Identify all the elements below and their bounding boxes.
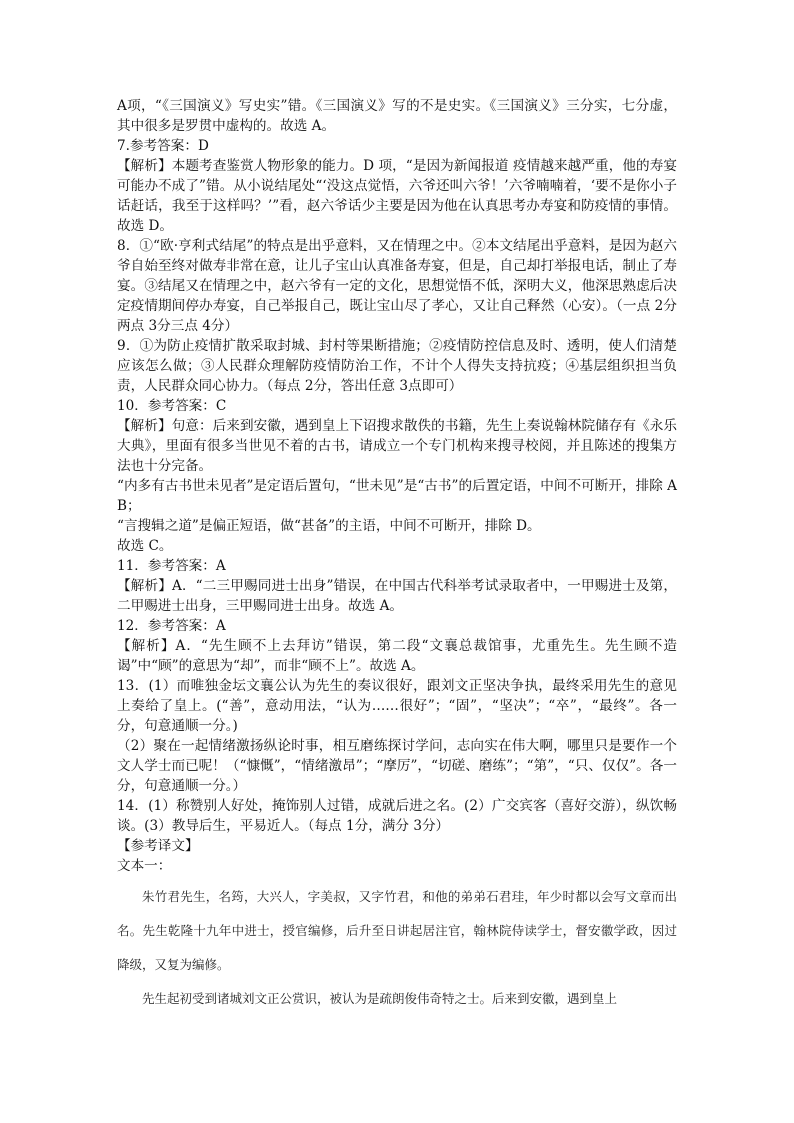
answer-key-7: 7.参考答案：D [117, 138, 209, 154]
translation-block [117, 880, 677, 1016]
answer-13-2: （2）聚在一起情绪激扬纵论时事，相互磨练探讨学问，志向实在伟大啊，哪里只是要作一个文人学士而已呢！（“慷慨”，“情绪激昂”；“摩厉”，“切磋、磨练”；“第”，“只、仅仅”。各一分，句意通顺一分。） [117, 738, 677, 794]
analysis-11: 【解析】A．“二三甲赐同进士出身”错误，在中国古代科举考试录取者中，一甲赐进士及第，二甲赐进士出身，三甲赐同进士出身。故选 A。 [117, 578, 677, 614]
translation-paragraph-1: 朱竹君先生，名筠，大兴人，字美叔，又字竹君，和他的弟弟石君珪，年少时都以会写文章而出名。先生乾隆十九年中进士，授官编修，后升至日讲起居注官，翰林院侍读学士，督安徽学政，因过降级，又复为编修。 [117, 889, 677, 972]
reference-translation-heading: 【参考译文】 [117, 838, 199, 854]
answer-document [117, 96, 677, 1016]
text-one-label: 文本一： [117, 858, 172, 874]
analysis-10-note-1: “内多有古书世未见者”是定语后置句，“世未见”是“古书”的后置定语，中间不可断开，排除 AB； [117, 478, 677, 514]
answer-paragraph-6a: A项，“《三国演义》写史实”错。《三国演义》写的不是史实。《三国演义》三分实，七分虚，其中很多是罗贯中虚构的。故选 A。 [117, 98, 677, 134]
answer-8: 8．①“欧·亨利式结尾”的特点是出乎意料，又在情理之中。②本文结尾出乎意料，是因为赵六爷自始至终对做寿非常在意，让儿子宝山认真准备寿宴，但是，自己却打举报电话，制止了寿宴。③结尾又在情理之中，赵六爷有一定的文化，思想觉悟不低，深明大义，他深思熟虑后决定疫情期间停办寿宴，自己举报自己，既让宝山尽了孝心，又让自己释然（心安）。（一点 2分两点 3分三点 4分） [117, 238, 677, 334]
answer-13-1: 13．(1）而唯独金坛文襄公认为先生的奏议很好，跟刘文正坚决争执，最终采用先生的意见上奏给了皇上。(“善”，意动用法，“认为……很好”；“固”，“坚决”；“卒”，“最终”。各一分，句意通顺一分。) [117, 678, 677, 734]
analysis-12: 【解析】A．“先生顾不上去拜访”错误，第二段“文襄总裁馆事，尤重先生。先生顾不造谒”中“顾”的意思为“却”，而非“顾不上”。故选 A。 [117, 638, 677, 674]
translation-paragraph-2: 先生起初受到诸城刘文正公赏识，被认为是疏朗俊伟奇特之士。后来到安徽，遇到皇上 [142, 991, 618, 1006]
answer-key-12: 12．参考答案：A [117, 618, 226, 634]
analysis-10: 【解析】句意：后来到安徽，遇到皇上下诏搜求散佚的书籍，先生上奏说翰林院储存有《永乐大典》，里面有很多当世见不着的古书，请成立一个专门机构来搜寻校阅，并且陈述的搜集方法也十分完备。 [117, 418, 677, 474]
answer-14: 14．(1）称赞别人好处，掩饰别人过错，成就后进之名。(2）广交宾客（喜好交游），纵饮畅谈。(3）教导后生，平易近人。（每点 1分，满分 3分） [117, 798, 677, 834]
answer-key-11: 11．参考答案：A [117, 558, 226, 574]
analysis-7: 【解析】本题考查鉴赏人物形象的能力。D 项，“是因为新闻报道 疫情越来越严重，他的寿宴可能办不成了”错。从小说结尾处“‘没这点觉悟，六爷还叫六爷！’六爷喃喃着，‘要不是你小子话赶话，我至于这样吗？’”看，赵六爷话少主要是因为他在认真思考办寿宴和防疫情的事情。故选 D。 [117, 158, 677, 234]
analysis-10-conclusion: 故选 C。 [117, 538, 173, 554]
answer-key-10: 10．参考答案：C [117, 398, 227, 414]
analysis-10-note-2: “言搜辑之道”是偏正短语，做“甚备”的主语，中间不可断开，排除 D。 [117, 518, 541, 534]
answer-9: 9．①为防止疫情扩散采取封城、封村等果断措施；②疫情防控信息及时、透明，使人们清楚应该怎么做；③人民群众理解防疫情防治工作，不计个人得失支持抗疫；④基层组织担当负责，人民群众同心协力。（每点 2分，答出任意 3点即可） [117, 338, 677, 394]
